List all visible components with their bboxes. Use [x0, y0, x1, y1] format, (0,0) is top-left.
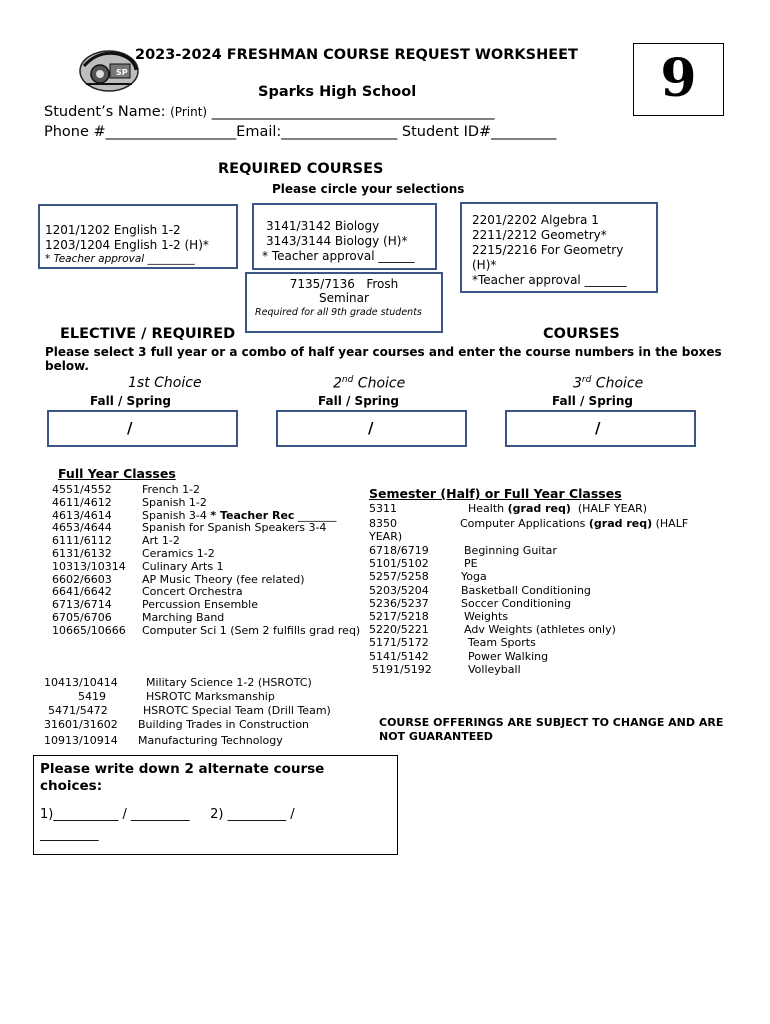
course-name: AP Music Theory (fee related) — [142, 572, 305, 586]
course-code: 5471/5472 — [48, 704, 108, 717]
change-notice: COURSE OFFERINGS ARE SUBJECT TO CHANGE AND ARE NOT GUARANTEED — [379, 716, 724, 743]
course-code: 5171/5172 — [369, 636, 429, 650]
course-name: Manufacturing Technology — [138, 734, 283, 747]
math-option-3-cont: (H)* — [472, 258, 497, 272]
english-box[interactable] — [38, 204, 238, 269]
course-code: 5236/5237 — [369, 596, 429, 610]
english-option-1[interactable]: 1201/1202 English 1-2 — [45, 223, 181, 237]
computer-apps-course — [460, 517, 688, 530]
biology-box[interactable] — [252, 203, 437, 270]
course-length-cont: YEAR) — [369, 530, 403, 543]
course-code: 4551/4552 — [52, 483, 112, 496]
choice-2-term: Fall / Spring — [318, 394, 399, 408]
seminar-title-cont: Seminar — [319, 291, 369, 305]
course-code: 6641/6642 — [52, 585, 112, 599]
course-name: Yoga — [461, 570, 487, 584]
math-option-3[interactable]: 2215/2216 For Geometry — [472, 243, 624, 257]
course-length: (HALF YEAR) — [570, 502, 648, 515]
course-code: 6111/6112 — [52, 534, 112, 548]
course-code: 4653/4644 — [52, 521, 112, 535]
alternates-box — [33, 755, 398, 855]
course-name: Marching Band — [142, 610, 225, 624]
course-name: HSROTC Special Team (Drill Team) — [143, 704, 331, 717]
grade-number: 9 — [660, 48, 697, 109]
course-name: Art 1-2 — [142, 534, 180, 548]
grad-req-tag: (grad req) — [588, 517, 653, 530]
choice-2-box[interactable] — [276, 410, 467, 447]
svg-text:SP: SP — [116, 68, 128, 77]
course-name: French 1-2 — [142, 483, 201, 496]
course-code: 6705/6706 — [52, 610, 112, 624]
full-year-codes — [52, 484, 126, 638]
full-year-names — [142, 484, 360, 638]
course-code: 5191/5192 — [372, 662, 432, 676]
course-name: Weights — [464, 610, 509, 624]
courses-heading: COURSES — [543, 326, 620, 342]
english-option-2[interactable]: 1203/1204 English 1-2 (H)* — [45, 238, 209, 252]
required-instruction: Please circle your selections — [272, 182, 465, 196]
course-name: Computer Applications — [460, 517, 589, 530]
course-code: 5101/5102 — [369, 557, 429, 571]
choice-3-term: Fall / Spring — [552, 394, 633, 408]
course-name: Spanish 1-2 — [142, 495, 207, 509]
choice-1-box[interactable] — [47, 410, 238, 447]
seminar-note: Required for all 9th grade students — [255, 307, 422, 318]
course-code: 10313/10314 — [52, 559, 126, 573]
required-heading: REQUIRED COURSES — [218, 161, 384, 177]
math-note: *Teacher approval _______ — [472, 273, 627, 287]
semester-names — [461, 544, 616, 676]
course-name: Power Walking — [468, 649, 549, 663]
grade-box — [633, 43, 724, 116]
choice-1-term: Fall / Spring — [90, 394, 171, 408]
course-code: 6713/6714 — [52, 598, 112, 612]
course-name: PE — [464, 557, 478, 571]
contact-line[interactable]: Phone #__________________Email:________________ Student ID#_________ — [44, 124, 557, 140]
course-code: 10913/10914 — [44, 734, 118, 747]
choice-1-slash: / — [127, 419, 133, 437]
seminar-box[interactable] — [245, 272, 443, 333]
grad-req-tag: (grad req) — [507, 502, 571, 515]
course-code: 10413/10414 — [44, 676, 118, 689]
alternates-blank-cont[interactable]: _________ — [40, 827, 99, 842]
course-code: 5419 — [78, 690, 106, 703]
english-note: * Teacher approval _________ — [45, 253, 195, 265]
course-name: Culinary Arts 1 — [142, 559, 224, 573]
page-title: 2023-2024 FRESHMAN COURSE REQUEST WORKSHEET — [135, 47, 578, 63]
biology-option-2[interactable]: 3143/3144 Biology (H)* — [266, 234, 408, 248]
student-name-blank[interactable]: _______________________________________ — [211, 104, 495, 120]
choice-2-slash: / — [368, 419, 374, 437]
course-length: (HALF — [652, 517, 689, 530]
course-code: 5311 — [369, 502, 397, 515]
course-code: 5220/5221 — [369, 623, 429, 637]
biology-note: * Teacher approval ______ — [262, 249, 415, 263]
alternates-title: Please write down 2 alternate course choices: — [40, 761, 325, 794]
course-name: Health — [468, 502, 508, 515]
course-code: 4611/4612 — [52, 495, 112, 509]
math-box[interactable] — [460, 202, 658, 293]
course-name: Ceramics 1-2 — [142, 546, 215, 560]
choice-3-box[interactable] — [505, 410, 696, 447]
rotc-names — [138, 676, 331, 748]
course-name: Building Trades in Construction — [138, 718, 310, 731]
math-option-2[interactable]: 2211/2212 Geometry* — [472, 228, 607, 242]
course-name: Percussion Ensemble — [142, 598, 258, 612]
course-name: Spanish for Spanish Speakers 3-4 — [142, 521, 327, 535]
course-code: 8350 — [369, 517, 397, 530]
course-name: Computer Sci 1 (Sem 2 fulfills grad req) — [142, 623, 361, 637]
rotc-codes — [44, 676, 118, 748]
health-course — [468, 502, 647, 515]
course-code: 6602/6603 — [52, 572, 112, 586]
course-name: Spanish 3-4 — [142, 508, 211, 522]
choice-3-slash: / — [595, 419, 601, 437]
biology-option-1[interactable]: 3141/3142 Biology — [266, 219, 380, 233]
choice-2-label: 2nd Choice — [333, 375, 406, 392]
full-year-heading: Full Year Classes — [58, 466, 176, 481]
choice-3-label: 3rd Choice — [573, 375, 644, 392]
course-code: 6718/6719 — [369, 544, 429, 557]
course-code: 5203/5204 — [369, 583, 429, 597]
course-name: Military Science 1-2 (HSROTC) — [146, 676, 312, 689]
school-name: Sparks High School — [258, 84, 417, 100]
course-name: Basketball Conditioning — [461, 583, 591, 597]
course-name: Soccer Conditioning — [461, 596, 572, 610]
course-name: Adv Weights (athletes only) — [464, 623, 616, 637]
semester-codes — [369, 544, 432, 676]
print-hint: (Print) — [170, 105, 208, 119]
semester-heading: Semester (Half) or Full Year Classes — [369, 486, 622, 501]
school-logo — [78, 46, 140, 94]
elective-heading: ELECTIVE / REQUIRED — [60, 326, 236, 342]
course-code: 6131/6132 — [52, 546, 112, 560]
course-code: 5141/5142 — [369, 649, 429, 663]
elective-instruction: Please select 3 full year or a combo of half year courses and enter the course numbers in the boxes below. — [45, 345, 722, 373]
teacher-rec-note: * Teacher Rec — [210, 508, 295, 522]
course-name: HSROTC Marksmanship — [146, 690, 275, 703]
course-name: Volleyball — [468, 662, 521, 676]
course-code: 4613/4614 — [52, 508, 112, 522]
course-code: 31601/31602 — [44, 718, 118, 731]
choice-1-label: 1st Choice — [128, 375, 202, 391]
course-name: Beginning Guitar — [464, 544, 557, 557]
course-name: Concert Orchestra — [142, 585, 243, 599]
course-code: 5217/5218 — [369, 610, 429, 624]
course-code: 10665/10666 — [52, 623, 126, 637]
course-code: 5257/5258 — [369, 570, 429, 584]
seminar-title[interactable]: 7135/7136 Frosh — [289, 277, 399, 291]
course-name: Team Sports — [468, 636, 536, 650]
student-name-label: Student’s Name: — [44, 104, 166, 120]
student-name-line[interactable] — [44, 104, 494, 120]
math-option-1[interactable]: 2201/2202 Algebra 1 — [472, 213, 599, 227]
alternates-blanks[interactable]: 1)__________ / _________ 2) _________ / — [40, 807, 295, 822]
teacher-rec-blank[interactable]: _______ — [294, 508, 337, 522]
